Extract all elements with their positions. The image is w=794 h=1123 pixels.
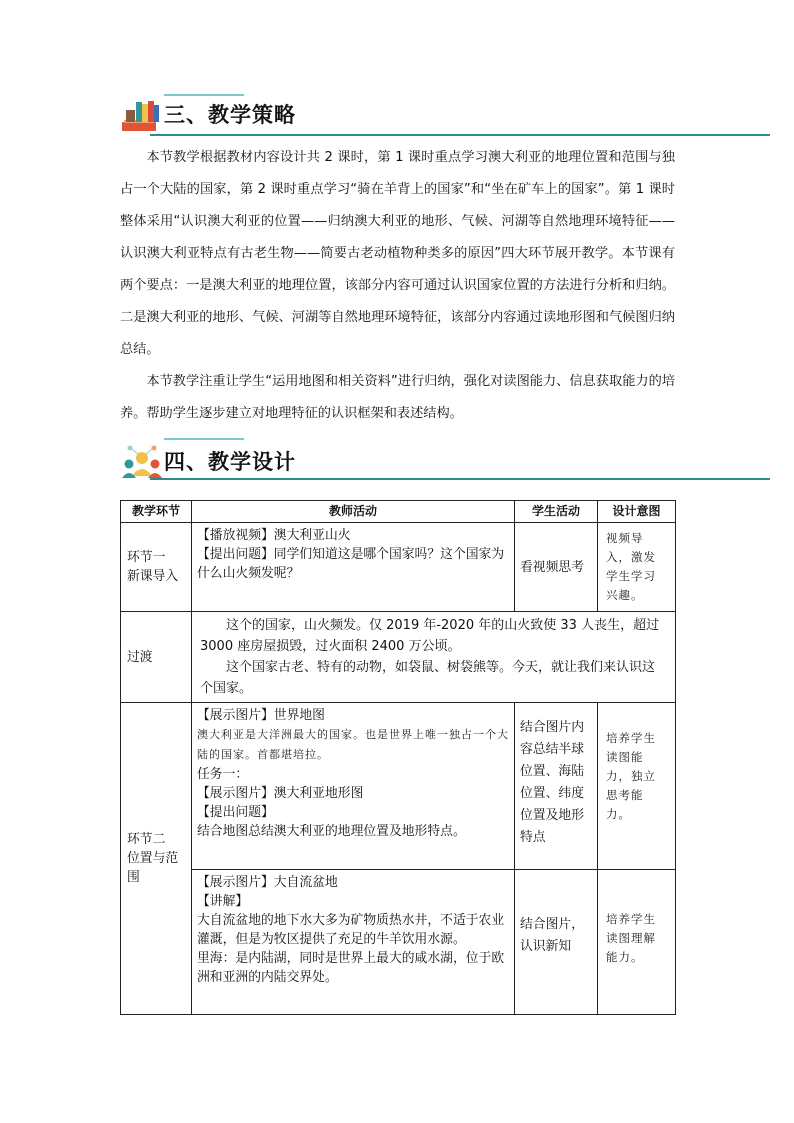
stage-label: 环节二: [127, 832, 166, 847]
student-activity-cell: 结合图片内容总结半球位置、海陆位置、纬度位置及地形特点: [515, 703, 598, 870]
teacher-activity-line: 【讲解】: [197, 894, 249, 909]
teacher-activity-line: 里海：是内陆湖，同时是世界上最大的咸水湖，位于欧洲和亚洲的内陆交界处。: [197, 951, 505, 985]
stage-cell: [121, 523, 192, 612]
transition-line: 这个国家古老、特有的动物，如袋鼠、树袋熊等。今天，就让我们来认识这个国家。: [200, 660, 656, 696]
teacher-activity-line: 【展示图片】澳大利亚地形图: [197, 786, 364, 801]
header-design-intent: 设计意图: [598, 501, 676, 523]
design-intent-cell: 培养学生读图理解能力。: [598, 870, 676, 1015]
teaching-design-table: [120, 500, 676, 1015]
transition-line: 这个的国家，山火频发。仅 2019 年-2020 年的山火致使 33 人丧生，超过 3000 座房屋损毁，过火面积 2400 万公顷。: [200, 618, 660, 654]
section3-title: 三、教学策略: [164, 103, 296, 127]
section4-title: 四、教学设计: [164, 450, 296, 474]
section3-body: [120, 142, 675, 430]
stage-cell: [121, 703, 192, 1015]
teacher-activity-line: 【提出问题】同学们知道这是哪个国家吗？这个国家为什么山火频发呢？: [197, 547, 505, 581]
task-label: 任务一：: [197, 767, 249, 782]
header-deco-line: [164, 438, 244, 440]
teacher-activity-cell: [192, 870, 515, 1015]
teacher-activity-line: 结合地图总结澳大利亚的地理位置及地形特点。: [197, 824, 466, 839]
header-underline: [150, 478, 770, 480]
section3-header: [120, 92, 770, 136]
table-row: [121, 870, 676, 1015]
teacher-activity-line: 【播放视频】澳大利亚山火: [197, 528, 351, 543]
student-activity-cell: 结合图片，认识新知: [515, 870, 598, 1015]
header-teacher-activity: 教师活动: [192, 501, 515, 523]
table-row: [121, 703, 676, 870]
strategy-paragraph-2: 本节教学注重让学生“运用地图和相关资料”进行归纳，强化对读图能力、信息获取能力的培养。帮助学生逐步建立对地理特征的认识框架和表述结构。: [120, 374, 675, 421]
table-header-row: [121, 501, 676, 523]
stage-label: 环节一: [127, 550, 166, 565]
books-icon: [120, 96, 164, 136]
student-activity-cell: 看视频思考: [515, 523, 598, 612]
teacher-activity-cell: [192, 523, 515, 612]
stage-label: 位置与范围: [127, 851, 179, 885]
header-student-activity: 学生活动: [515, 501, 598, 523]
transition-cell: [192, 612, 676, 703]
teacher-activity-line: 【提出问题】: [197, 805, 274, 820]
stage-label: 新课导入: [127, 569, 179, 584]
table-row: [121, 523, 676, 612]
handwritten-note: 澳大利亚是大洋洲最大的国家。也是世界上唯一独占一个大陆的国家。首都堪培拉。: [197, 728, 509, 761]
people-network-icon: [120, 440, 164, 480]
header-underline: [150, 134, 770, 136]
section4-header: [120, 436, 770, 480]
strategy-paragraph-1: 本节教学根据教材内容设计共 2 课时，第 1 课时重点学习澳大利亚的地理位置和范围与独占一个大陆的国家，第 2 课时重点学习“骑在羊背上的国家”和“坐在矿车上的国家”。第 1 课时整体采用“认识澳大利亚的位置——归纳澳大利亚的地形、气候、河湖等自然地理环境特征——认识澳大利亚特点有古老生物——简要古老动植物种类多的原因”四大环节展开教学。本节课有两个要点：一是澳大利亚的地理位置，该部分内容可通过认识国家位置的方法进行分析和归纳。二是澳大利亚的地形、气候、河湖等自然地理环境特征，该部分内容通过读地形图和气候图归纳总结。: [120, 150, 675, 357]
teacher-activity-cell: [192, 703, 515, 870]
teacher-activity-line: 【展示图片】大自流盆地: [197, 875, 338, 890]
teacher-activity-line: 【展示图片】世界地图: [197, 708, 325, 723]
design-intent-cell: 培养学生读图能力，独立思考能力。: [598, 703, 676, 870]
header-deco-line: [164, 94, 244, 96]
header-stage: 教学环节: [121, 501, 192, 523]
teacher-activity-line: 大自流盆地的地下水大多为矿物质热水井，不适于农业灌溉，但是为牧区提供了充足的牛羊饮用水源。: [197, 913, 505, 947]
stage-cell: 过渡: [121, 612, 192, 703]
table-row: [121, 612, 676, 703]
design-intent-cell: 视频导入，激发学生学习兴趣。: [598, 523, 676, 612]
